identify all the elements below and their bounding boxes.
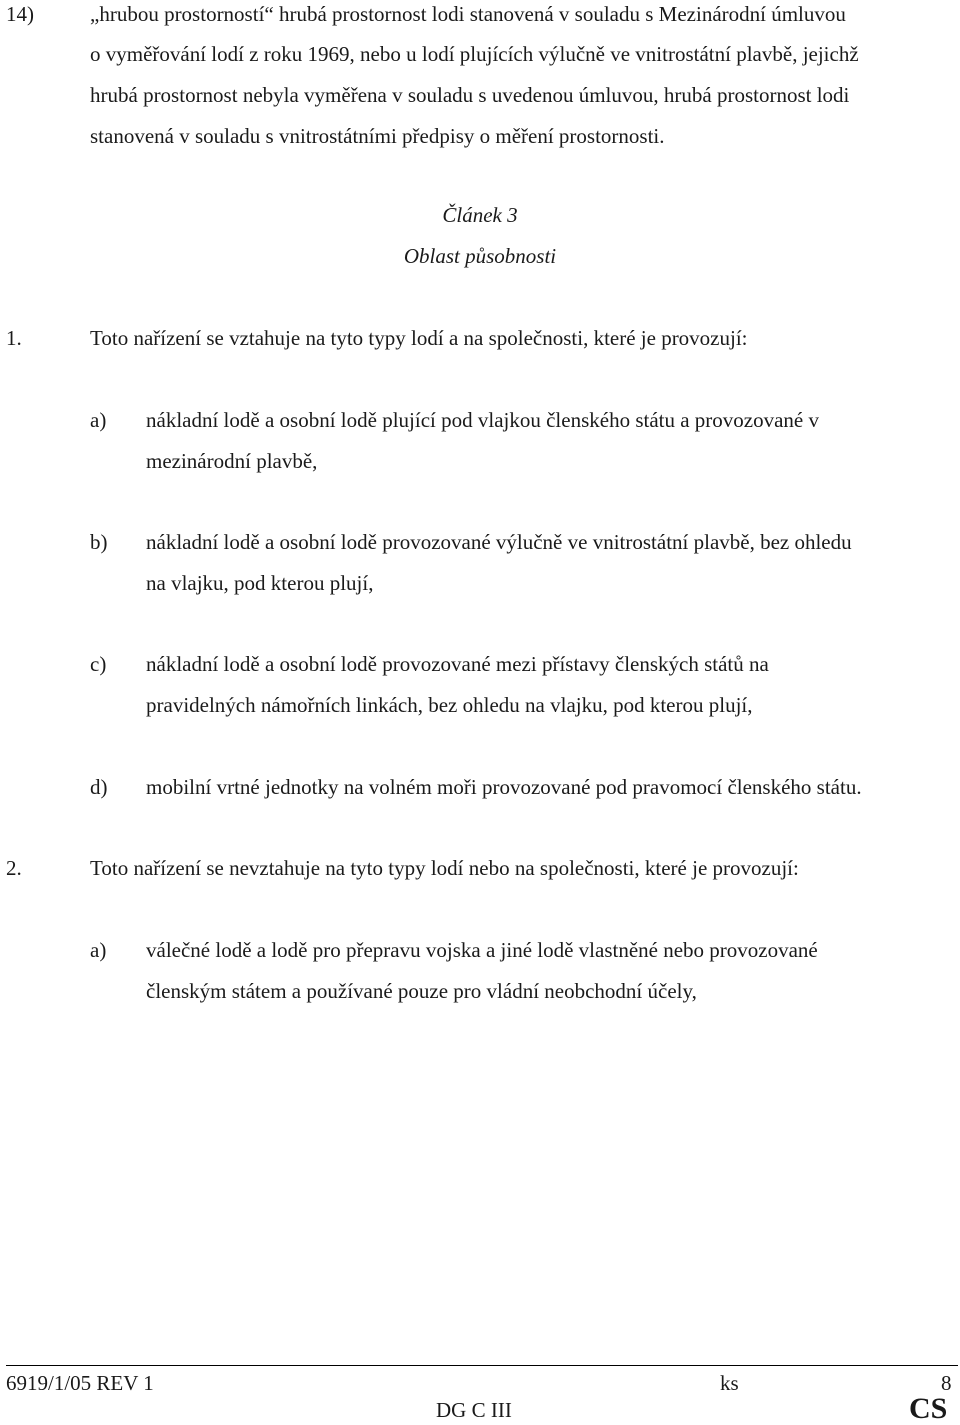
item-14-number: 14): [6, 2, 34, 26]
para-1-text: Toto nařízení se vztahuje na tyto typy lodí a na společnosti, které je provozují:: [90, 326, 748, 350]
para-1-item-c-line-2: pravidelných námořních linkách, bez ohledu na vlajku, pod kterou plují,: [146, 693, 753, 717]
para-1-item-a-line-2: mezinárodní plavbě,: [146, 449, 318, 473]
para-2-text: Toto nařízení se nevztahuje na tyto typy lodí nebo na společnosti, které je provozují:: [90, 856, 799, 880]
para-1-item-d-line-1: mobilní vrtné jednotky na volném moři provozované pod pravomocí členského státu.: [146, 775, 862, 799]
item-14-line-4: stanovená v souladu s vnitrostátními předpisy o měření prostornosti.: [90, 124, 665, 148]
para-2-item-a-label: a): [90, 938, 107, 962]
item-14-line-3: hrubá prostornost nebyla vyměřena v souladu s uvedenou úmluvou, hrubá prostornost lodi: [90, 83, 850, 107]
para-1-item-a-line-1: nákladní lodě a osobní lodě plující pod vlajkou členského státu a provozované v: [146, 408, 820, 432]
para-1-item-c-line-1: nákladní lodě a osobní lodě provozované mezi přístavy členských států na: [146, 652, 769, 676]
para-1-item-a-label: a): [90, 408, 107, 432]
footer-initials: ks: [720, 1371, 739, 1395]
para-2-item-a-line-2: členským státem a používané pouze pro vládní neobchodní účely,: [146, 979, 697, 1003]
article-subtitle: Oblast působnosti: [403, 244, 557, 268]
para-2-item-a-line-1: válečné lodě a lodě pro přepravu vojska a jiné lodě vlastněné nebo provozované: [146, 938, 818, 962]
footer-page-number: 8: [941, 1371, 952, 1395]
para-2-number: 2.: [6, 856, 22, 880]
item-14-line-1: „hrubou prostorností“ hrubá prostornost lodi stanovená v souladu s Mezinárodní úmluvou: [90, 2, 846, 26]
para-1-number: 1.: [6, 326, 22, 350]
footer-doc-ref: 6919/1/05 REV 1: [6, 1371, 154, 1395]
footer-language: CS: [909, 1392, 948, 1425]
footer-dg: DG C III: [436, 1398, 512, 1422]
para-1-item-c-label: c): [90, 652, 107, 676]
para-1-item-b-line-2: na vlajku, pod kterou plují,: [146, 571, 374, 595]
article-title: Článek 3: [442, 203, 518, 227]
para-1-item-b-label: b): [90, 530, 108, 554]
para-1-item-d-label: d): [90, 775, 108, 799]
para-1-item-b-line-1: nákladní lodě a osobní lodě provozované výlučně ve vnitrostátní plavbě, bez ohledu: [146, 530, 852, 554]
footer-rule: [6, 1365, 958, 1366]
item-14-line-2: o vyměřování lodí z roku 1969, nebo u lodí plujících výlučně ve vnitrostátní plavbě, jejichž: [90, 42, 859, 66]
